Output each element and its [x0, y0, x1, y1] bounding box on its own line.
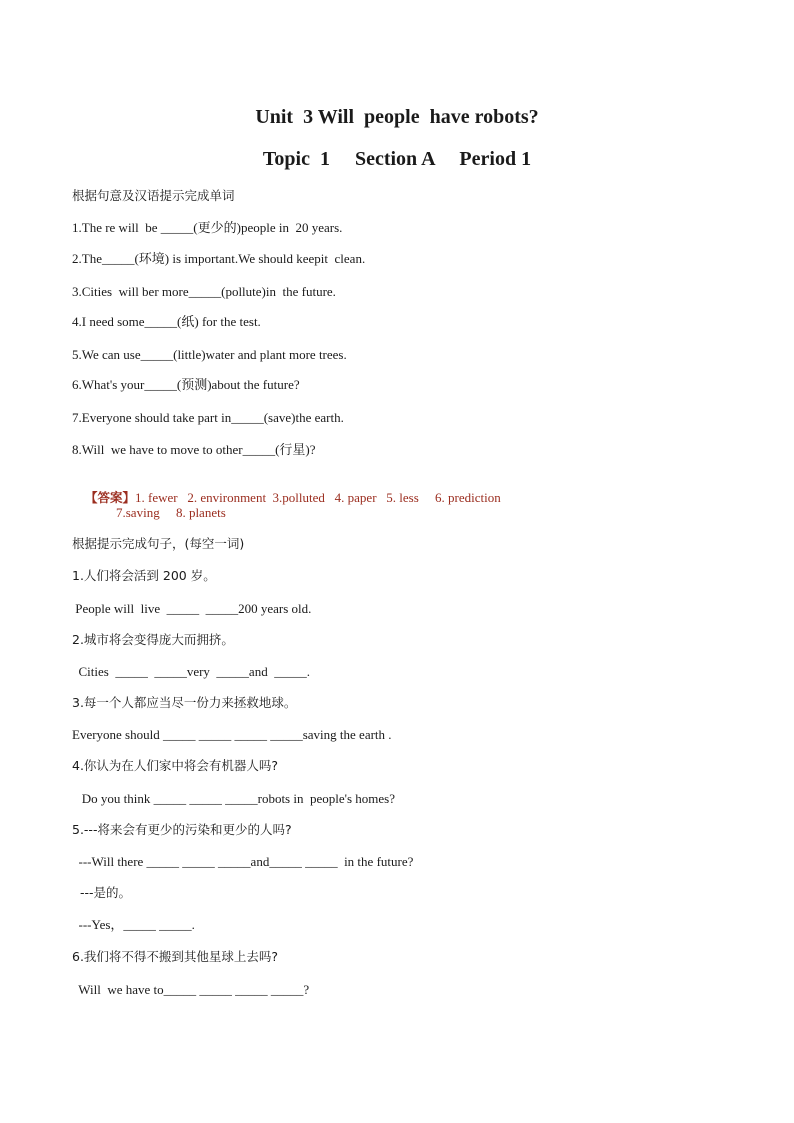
exercise-item: 2.The_____(环境) is important.We should keepit clean.: [72, 251, 366, 266]
exercise-item: 7.Everyone should take part in_____(save)the earth.: [72, 410, 344, 425]
english-sentence: Do you think _____ _____ _____robots in people's homes?: [72, 791, 395, 806]
chinese-prompt: 1.人们将会活到 200 岁。: [72, 568, 216, 583]
english-sentence: Cities _____ _____very _____and _____.: [72, 664, 310, 679]
exercise-item: 6.What's your_____(预测)about the future?: [72, 377, 300, 392]
part2-instruction: 根据提示完成句子，(每空一词): [72, 536, 245, 551]
english-sentence: ---Yes，_____ _____.: [72, 917, 195, 932]
chinese-prompt: 4.你认为在人们家中将会有机器人吗?: [72, 758, 279, 773]
chinese-prompt: ---是的。: [72, 885, 131, 900]
english-sentence: ---Will there _____ _____ _____and_____ _____ in the future?: [72, 854, 414, 869]
exercise-item: 3.Cities will ber more_____(pollute)in the future.: [72, 284, 336, 299]
exercise-item: 4.I need some_____(纸) for the test.: [72, 314, 261, 329]
unit-title: Unit 3 Will people have robots?: [255, 106, 539, 128]
chinese-prompt: 3.每一个人都应当尽一份力来拯救地球。: [72, 695, 297, 710]
part1-instruction: 根据句意及汉语提示完成单词: [72, 188, 235, 203]
exercise-item: 1.The re will be _____(更少的)people in 20 years.: [72, 220, 343, 235]
english-sentence: People will live _____ _____200 years old.: [72, 601, 312, 616]
answer-tag: 【答案】: [85, 490, 136, 505]
english-sentence: Everyone should _____ _____ _____ _____saving the earth .: [72, 727, 392, 742]
chinese-prompt: 5.---将来会有更少的污染和更少的人吗?: [72, 822, 292, 837]
answer-text: 1. fewer 2. environment 3.polluted 4. paper 5. less 6. prediction: [135, 490, 501, 505]
answer-key-line-2: 7.saving 8. planets: [116, 505, 226, 520]
exercise-item: 8.Will we have to move to other_____(行星)?: [72, 442, 316, 457]
chinese-prompt: 6.我们将不得不搬到其他星球上去吗?: [72, 949, 279, 964]
topic-title: Topic 1 Section A Period 1: [262, 148, 532, 170]
english-sentence: Will we have to_____ _____ _____ _____?: [72, 982, 310, 997]
chinese-prompt: 2.城市将会变得庞大而拥挤。: [72, 632, 234, 647]
exercise-item: 5.We can use_____(little)water and plant more trees.: [72, 347, 347, 362]
